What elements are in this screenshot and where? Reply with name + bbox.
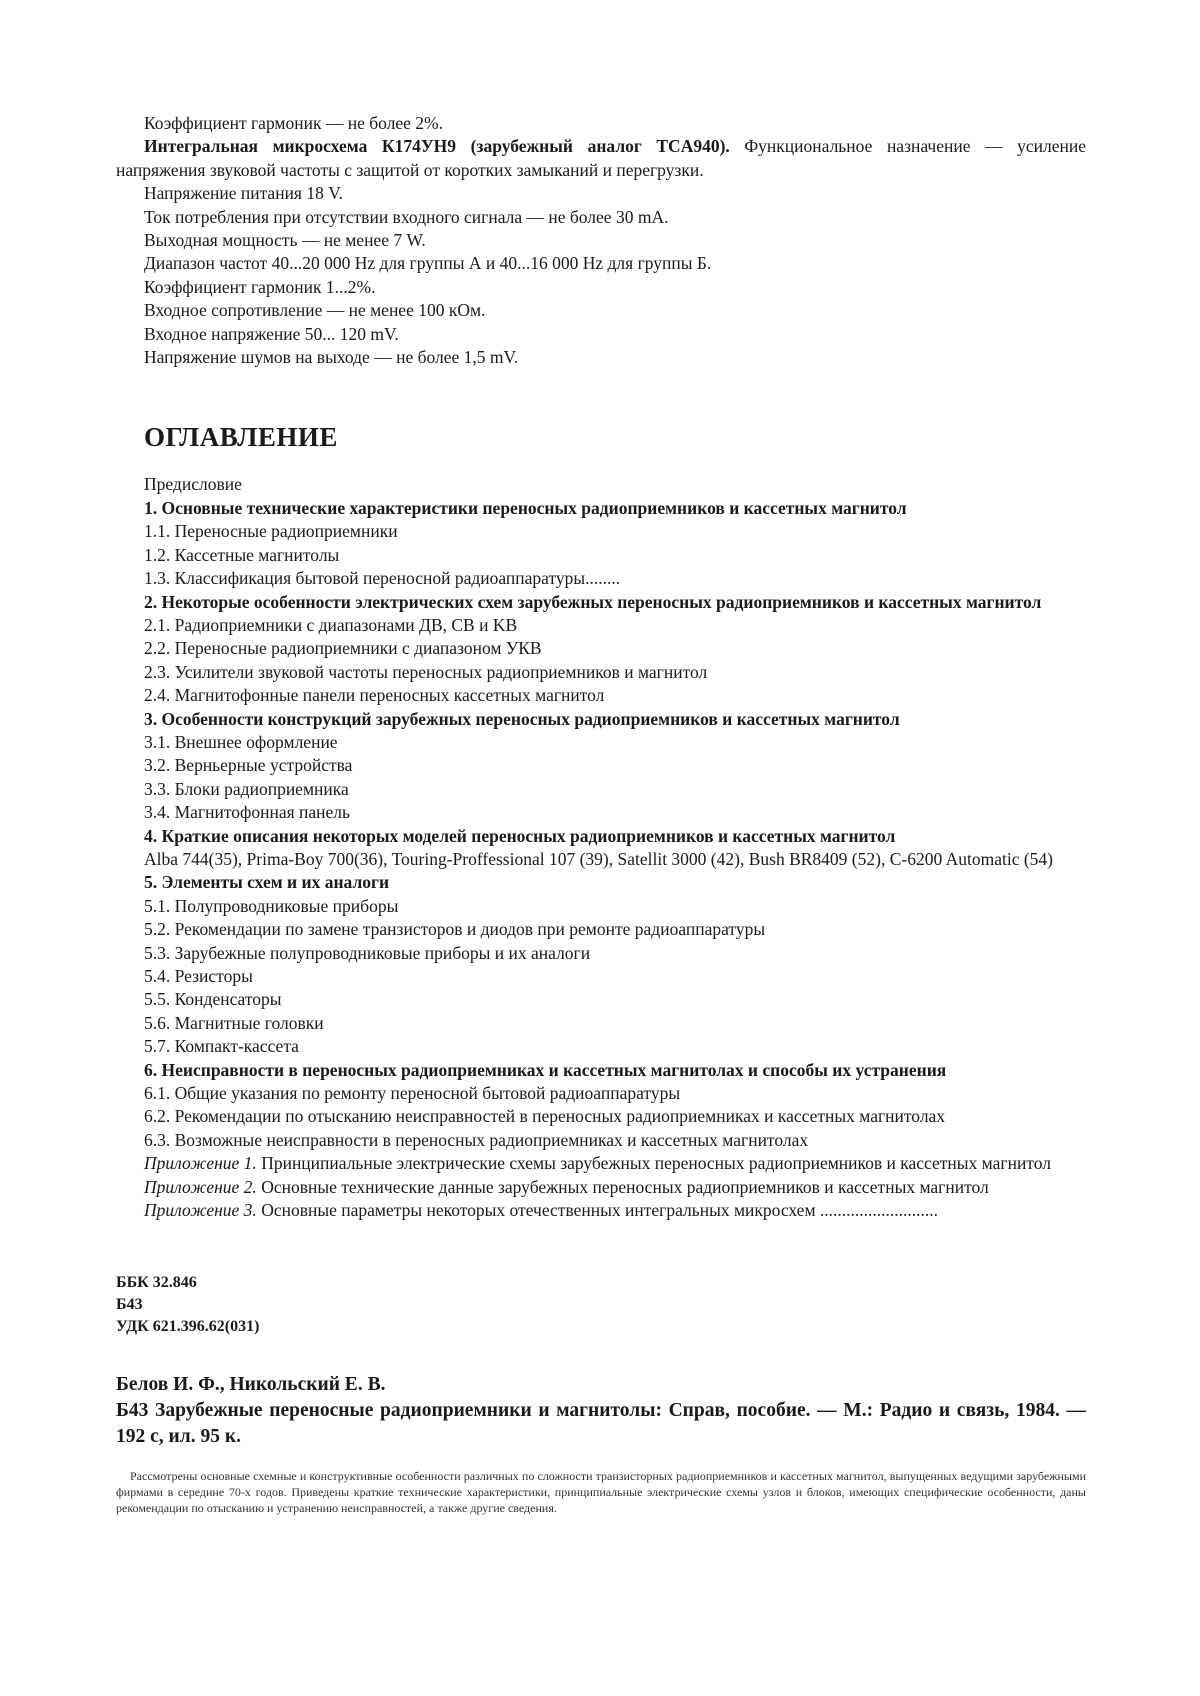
spec-param: Входное сопротивление — не менее 100 кОм. [144,300,486,321]
appendix-label: Приложение 2. [144,1176,257,1197]
toc-entry: 2.3. Усилители звуковой частоты переносных радиоприемников и магнитол [144,661,708,682]
bbk-code: ББК 32.846 [116,1274,197,1292]
toc-entry: 5.1. Полупроводниковые приборы [144,895,399,916]
toc-appendix-2 [116,1176,1086,1199]
book-authors: Белов И. Ф., Никольский Е. В. [116,1374,386,1396]
toc-chapter-1: 1. Основные технические характеристики переносных радиоприемников и кассетных магнитол [144,497,907,518]
toc-entry: 5.5. Конденсаторы [144,989,282,1010]
toc-entry: 3.4. Магнитофонная панель [144,802,351,823]
appendix-text: Основные параметры некоторых отечественных интегральных микросхем ........................... [256,1200,939,1221]
toc-entry: 6.3. Возможные неисправности в переносных радиоприемниках и кассетных магнитолах [144,1129,809,1150]
toc-entry: 1.2. Кассетные магнитолы [144,544,340,565]
spec-param: Напряжение шумов на выходе — не более 1,5 mV. [144,347,519,368]
toc-entry: 6.1. Общие указания по ремонту переносной бытовой радиоаппаратуры [144,1083,681,1104]
spec-param: Напряжение питания 18 V. [144,183,343,204]
toc-entry: 1.1. Переносные радиоприемники [144,521,398,542]
toc-chapter-3: 3. Особенности конструкций зарубежных переносных радиоприемников и кассетных магнитол [144,708,900,729]
catalog-code: Б43 [116,1296,143,1314]
toc-entry: 2.4. Магнитофонные панели переносных кассетных магнитол [144,685,605,706]
toc-entry: 2.1. Радиоприемники с диапазонами ДВ, СВ и KB [144,614,518,635]
spec-param: Ток потребления при отсутствии входного сигнала — не более 30 mA. [144,206,669,227]
toc-appendix-3 [116,1199,1086,1222]
toc-heading: ОГЛАВЛЕНИЕ [144,422,338,453]
toc-entry: 6.2. Рекомендации по отысканию неисправностей в переносных радиоприемниках и кассетных магнитолах [144,1106,946,1127]
book-abstract: Рассмотрены основные схемные и конструктивные особенности различных по сложности транзисторных радиоприемников и кассетных магнитол, выпущенных ведущими зарубежными фирмами в середине 70-х годов. Приведены краткие технические характеристики, принципиальные электрические схемы узлов и блоков, имеющих специфические особенности, даны рекомендации по отысканию и устранению неисправностей, а также другие сведения. [116,1469,1086,1516]
appendix-text: Основные технические данные зарубежных переносных радиоприемников и кассетных магнитол [256,1176,989,1197]
spec-param: Входное напряжение 50... 120 mV. [144,323,399,344]
toc-entry: 1.3. Классификация бытовой переносной радиоаппаратуры........ [144,568,621,589]
harmonics-line: Коэффициент гармоник — не более 2%. [144,113,444,133]
document-page [116,112,1086,1516]
spec-param: Коэффициент гармоник 1...2%. [144,276,376,297]
toc-entry-preface: Предисловие [144,474,242,495]
toc-chapter-2: 2. Некоторые особенности электрических схем зарубежных переносных радиоприемников и кассетных магнитол [144,591,1042,612]
table-of-contents [116,473,1086,1222]
spec-param: Выходная мощность — не менее 7 W. [144,230,426,251]
toc-entry: 2.2. Переносные радиоприемники с диапазоном УКВ [144,638,542,659]
toc-chapter-4-models: Alba 744(35), Prima-Boy 700(36), Touring-Proffessional 107 (39), Satellit 3000 (42), Bush BR8409 (52), C-6200 Automatic (54) [144,848,1054,869]
toc-appendix-1 [116,1152,1086,1175]
toc-entry: 3.2. Верньерные устройства [144,755,353,776]
chip-title: Интегральная микросхема К174УН9 (зарубежный аналог TCA940). [144,136,730,157]
appendix-text: Принципиальные электрические схемы зарубежных переносных радиоприемников и кассетных магнитол [256,1153,1051,1174]
toc-chapter-4: 4. Краткие описания некоторых моделей переносных радиоприемников и кассетных магнитол [144,825,896,846]
toc-entry: 5.4. Резисторы [144,966,253,986]
appendix-label: Приложение 3. [144,1200,257,1221]
appendix-label: Приложение 1. [144,1153,257,1174]
toc-entry: 3.3. Блоки радиоприемника [144,778,349,799]
chip-paragraph [116,135,1086,182]
toc-chapter-5: 5. Элементы схем и их аналоги [144,872,390,893]
spec-param: Диапазон частот 40...20 000 Hz для группы А и 40...16 000 Hz для группы Б. [144,253,712,274]
bibliographic-codes [116,1272,1086,1338]
book-citation: Б43 Зарубежные переносные радиоприемники и магнитолы: Справ, пособие. — М.: Радио и связь, 1984. — 192 с, ил. 95 к. [116,1400,1086,1448]
toc-entry: 5.7. Компакт-кассета [144,1036,299,1057]
chip-purpose: Функциональное назначение — усиление напряжения звуковой частоты с защитой от коротких замыканий и перегрузки. [116,136,1086,180]
toc-entry: 3.1. Внешнее оформление [144,731,338,752]
toc-chapter-6: 6. Неисправности в переносных радиоприемниках и кассетных магнитолах и способы их устранения [144,1059,947,1080]
udk-code: УДК 621.396.62(031) [116,1318,260,1336]
spec-section [116,112,1086,369]
toc-entry: 5.2. Рекомендации по замене транзисторов и диодов при ремонте радиоаппаратуры [144,919,766,940]
toc-entry: 5.3. Зарубежные полупроводниковые приборы и их аналоги [144,942,591,963]
toc-entry: 5.6. Магнитные головки [144,1012,324,1033]
